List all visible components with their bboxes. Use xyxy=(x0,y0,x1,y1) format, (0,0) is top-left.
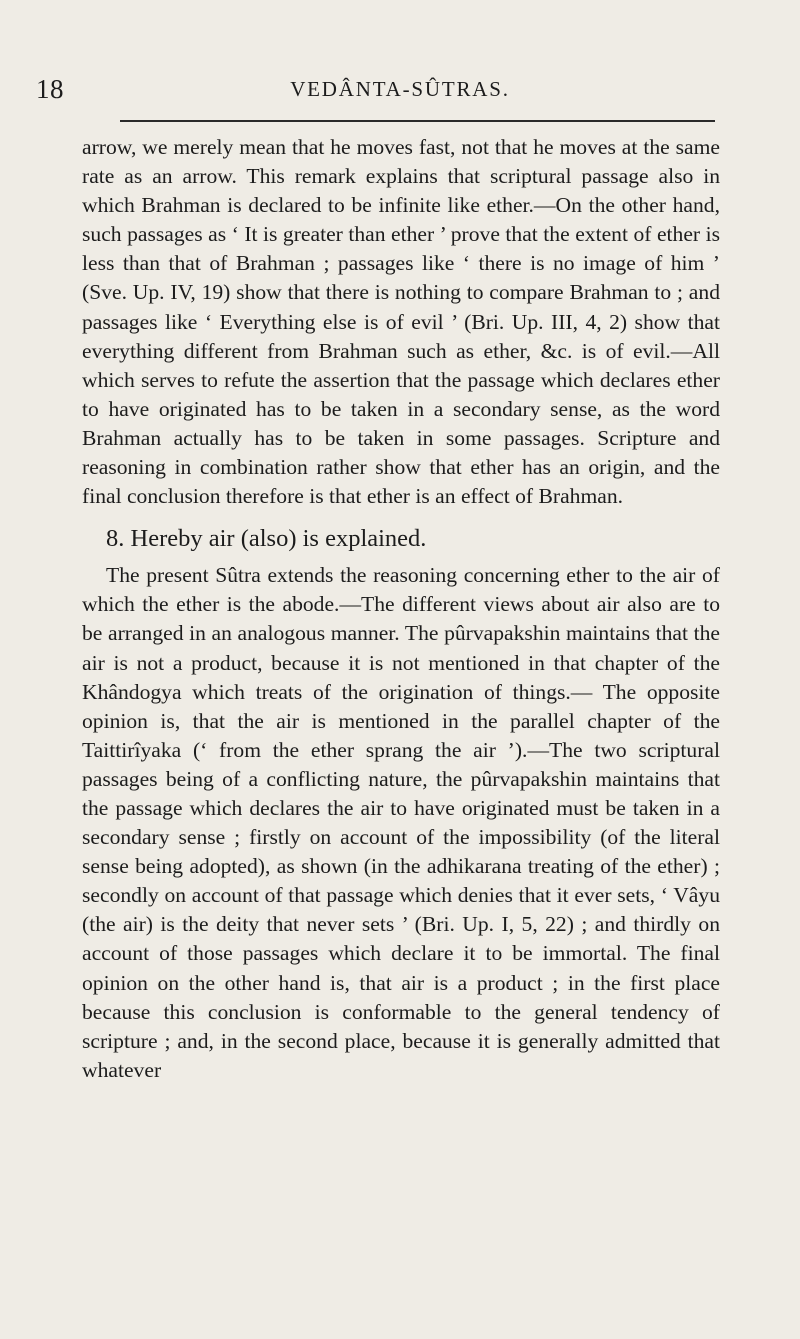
body-text xyxy=(82,133,720,1085)
page-number: 18 xyxy=(36,74,64,104)
running-head: VEDÂNTA-SÛTRAS. xyxy=(290,77,510,101)
header-rule xyxy=(120,120,715,122)
sutra-heading: 8. Hereby air (also) is explained. xyxy=(106,525,427,553)
page-header xyxy=(0,74,800,110)
paragraph-sutra-commentary: The present Sûtra extends the reasoning concerning ether to the air of which the ether is the abode.—The different views about air also are to be arranged in an analogous manner. The pûrvapakshin maintains that the air is not a product, because it is not mentioned in that chapter of the Khândogya which treats of the origination of things.— The opposite opinion is, that the air is mentioned in the parallel chapter of the Taittirîyaka (‘ from the ether sprang the air ’).—The two scriptural passages being of a conflicting nature, the pûrvapakshin maintains that the passage which declares the air to have originated must be taken in a secondary sense ; firstly on account of the impossibility (of the literal sense being adopted), as shown (in the adhikarana treating of the ether) ; secondly on account of that passage which denies that it ever sets, ‘ Vâyu (the air) is the deity that never sets ’ (Bri. Up. I, 5, 22) ; and thirdly on account of those passages which declare it to be immortal. The final opinion on the other hand is, that air is a product ; in the first place because this conclusion is conformable to the general tendency of scripture ; and, in the second place, because it is generally admitted that whatever xyxy=(82,563,720,1082)
paragraph-continuation: arrow, we merely mean that he moves fast, not that he moves at the same rate as an arrow. This remark explains that scriptural passage also in which Brahman is declared to be infinite like ether.—On the other hand, such passages as ‘ It is greater than ether ’ prove that the extent of ether is less than that of Brahman ; passages like ‘ there is no image of him ’ (Sve. Up. IV, 19) show that there is nothing to compare Brahman to ; and passages like ‘ Everything else is of evil ’ (Bri. Up. III, 4, 2) show that everything different from Brahman such as ether, &c. is of evil.—All which serves to refute the assertion that the passage which declares ether to have originated has to be taken in a secondary sense, as the word Brahman actually has to be taken in some passages. Scripture and reasoning in combination rather show that ether has an origin, and the final conclusion therefore is that ether is an effect of Brahman. xyxy=(82,135,720,509)
